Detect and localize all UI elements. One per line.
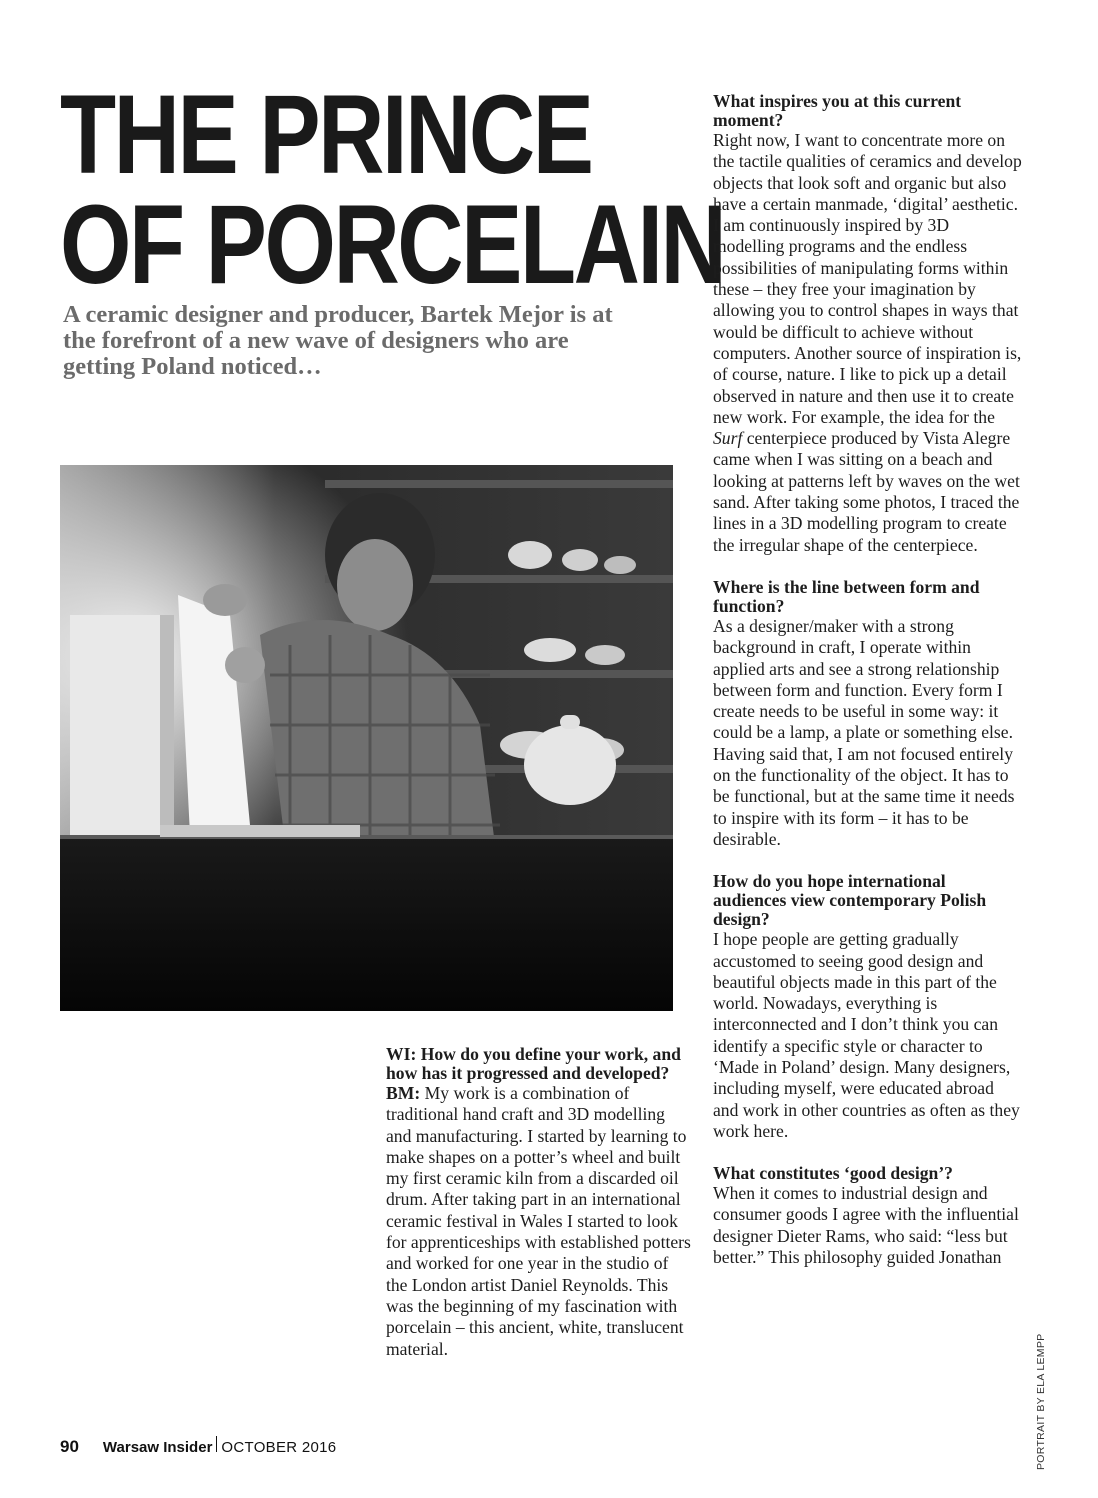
question-good-design: What constitutes ‘good design’? bbox=[713, 1163, 953, 1184]
title-line-2: OF PORCELAIN bbox=[60, 182, 725, 307]
answer-text-part1: Right now, I want to concentrate more on the tactile qualities of ceramics and develop objects that look soft and organic but also have a certain manmade, ‘digital’ aesthetic. I am continuously inspired by 3D modelling programs and the endless possibilities of manipulating forms within these – they free your imagination by allowing you to control shapes in ways that would be difficult to achieve without computers. Another source of inspiration is, of course, nature. I like to pick up a detail observed in nature and then use it to create new work. For example, the idea for the bbox=[713, 130, 1022, 427]
portrait-illustration bbox=[60, 465, 673, 1011]
answer-form-function: As a designer/maker with a strong background in craft, I operate within applied arts and see a strong relationship between form and function. Every form I create needs to be useful in some way: it could be a lamp, a plate or something else. Having said that, I am not focused entirely on the functionality of the object. It has to be functional, but at the same time it needs to inspire with its form – it has to be desirable. bbox=[713, 615, 1015, 849]
article-column-middle bbox=[386, 1045, 692, 1360]
question-define-work: WI: How do you define your work, and how has it progressed and developed? bbox=[386, 1044, 681, 1083]
portrait-photo bbox=[60, 465, 673, 1011]
question-international: How do you hope international audiences view contemporary Polish design? bbox=[713, 871, 987, 930]
answer-international: I hope people are getting gradually accustomed to seeing good design and beautiful objects made in this part of the world. Nowadays, everything is interconnected and I don’t think you can identify a specific style or character to ‘Made in Poland’ design. Many designers, including myself, were educated abroad and work in other countries as often as they work here. bbox=[713, 929, 1020, 1141]
title-line-1: THE PRINCE bbox=[60, 72, 592, 197]
question-form-function: Where is the line between form and function? bbox=[713, 576, 980, 616]
answer-text-part2: centerpiece produced by Vista Alegre came when I was sitting on a beach and looking at patterns left by waves on the wet sand. After taking some photos, I traced the lines in a 3D modelling program to create the irregular shape of the centerpiece. bbox=[713, 428, 1020, 555]
page-footer bbox=[60, 1436, 336, 1460]
page-number: 90 bbox=[60, 1437, 79, 1456]
issue-date: OCTOBER 2016 bbox=[221, 1439, 337, 1456]
article-title bbox=[60, 72, 725, 307]
answer-speaker: BM: bbox=[386, 1083, 421, 1103]
article-standfirst: A ceramic designer and producer, Bartek Mejor is at the forefront of a new wave of designers who are getting Poland noticed… bbox=[63, 301, 613, 380]
question-inspires: What inspires you at this current moment? bbox=[713, 91, 962, 130]
answer-define-work bbox=[386, 1083, 692, 1360]
answer-inspires bbox=[713, 130, 1023, 556]
magazine-name: Warsaw Insider bbox=[102, 1439, 213, 1456]
answer-text: My work is a combination of traditional hand craft and 3D modelling and manufacturing. I started by learning to make shapes on a potter’s wheel and built my first ceramic kiln from a discarded oil drum. After taking part in an international ceramic festival in Wales I started to look for apprenticeships with established potters and worked for one year in the studio of the London artist Daniel Reynolds. This was the beginning of my fascination with porcelain – this ancient, white, translucent material. bbox=[386, 1083, 691, 1359]
footer-divider bbox=[216, 1436, 217, 1452]
article-column-right bbox=[713, 92, 1023, 1268]
answer-italic-product: Surf bbox=[713, 428, 743, 449]
answer-good-design: When it comes to industrial design and consumer goods I agree with the influential designer Dieter Rams, who said: “less but better.” This philosophy guided Jonathan bbox=[713, 1183, 1019, 1268]
photo-credit: PORTRAIT BY ELA LEMPP bbox=[1035, 1333, 1047, 1470]
